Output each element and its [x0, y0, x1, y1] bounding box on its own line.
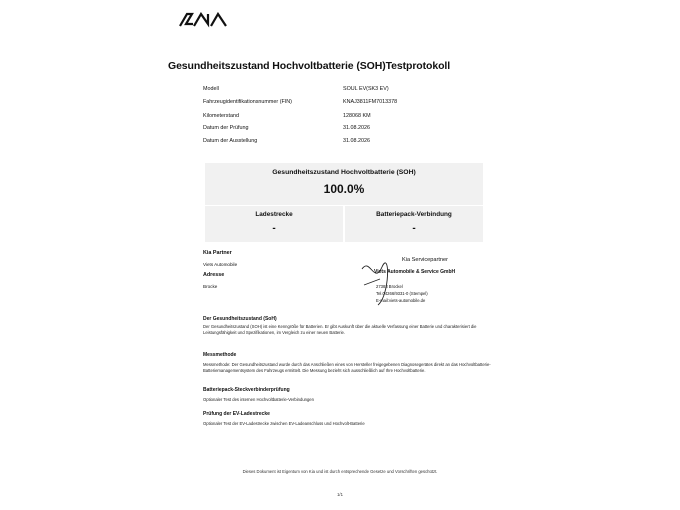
info-value: 31.08.2026 [343, 125, 370, 131]
range-heading: Ladestrecke [255, 211, 293, 218]
stamp-top: Kia Servicepartner [402, 257, 449, 263]
range-panel [205, 206, 343, 242]
stamp-line1: 27383 Brockel [376, 284, 403, 289]
section-text: Der Gesundheitszustand (SOH) ist eine Kenngröße für Batterien. Er gibt Auskunft über die aktuelle Verfassung einer Batterie und charakterisiert die Leistungsfähigkeit und Spezifikationen, im Vergleich zu einer neuen Batterie. [203, 324, 477, 335]
pack-heading: Batteriepack-Verbindung [376, 211, 452, 218]
kia-logo [178, 12, 228, 33]
address-value: Brocke [203, 284, 218, 289]
address-heading: Adresse [203, 272, 225, 278]
pack-value: - [412, 223, 416, 234]
soh-heading: Gesundheitszustand Hochvoltbatterie (SOH) [272, 169, 416, 176]
range-value: - [272, 223, 276, 234]
section-text: Messmethode: Der Gesundheitszustand wurde durch das Anschließen eines von Hersteller freigegebenen Diagnosegerätes direkt an das Hochvoltbatterie-Batteriemanagementsystem des Fahrzeugs ermittelt. Die Messung bezieht sich ausschließlich auf Ihre Hochvoltbatterie. [203, 362, 491, 373]
partner-heading: Kia Partner [203, 250, 232, 256]
stamp-name: Viets Automobile & Service GmbH [374, 269, 456, 275]
page-number: 1/1 [337, 492, 343, 497]
soh-value: 100.0% [323, 182, 365, 196]
section-heading: Der Gesundheitszustand (SoH) [203, 316, 277, 322]
section-heading: Messmethode [203, 352, 237, 358]
footer-note: Dieses Dokument ist Eigentum von Kia und ist durch entsprechende Gesetze und Vorschriften geschützt. [242, 469, 438, 474]
stamp-line2: Tel.04266/9331-0 (Stempel) [376, 291, 428, 296]
info-label: Fahrzeugidentifikationsnummer (FIN) [203, 99, 292, 105]
stamp-line3: E-mail:viets-automobile.de [376, 298, 426, 303]
info-value: 128068 KM [343, 113, 371, 119]
partner-name: Viets Automobile [203, 262, 238, 267]
pack-panel [345, 206, 483, 242]
section-heading: Prüfung der EV-Ladestrecke [203, 411, 270, 417]
info-value: 31.08.2026 [343, 138, 370, 144]
info-value: KNAJ3811FM7013378 [343, 99, 398, 105]
info-label: Modell [203, 86, 219, 92]
info-label: Datum der Prüfung [203, 125, 249, 131]
document-title: Gesundheitszustand Hochvoltbatterie (SOH)Testprotokoll [168, 60, 451, 72]
section-text: Optionaler Test des internen Hochvoltbatterie-Verbindungen [203, 397, 314, 402]
info-label: Kilometerstand [203, 113, 239, 119]
soh-panel [205, 163, 483, 205]
info-value: SOUL EV(SK3 EV) [343, 86, 389, 92]
info-label: Datum der Ausstellung [203, 138, 258, 144]
dealer-stamp [360, 255, 500, 317]
section-text: Optionaler Test der EV-Ladestrecke zwischen EV-Ladeanschluss und Hochvolt-Batterie [203, 421, 365, 426]
section-heading: Batteriepack-Steckverbinderprüfung [203, 387, 290, 393]
